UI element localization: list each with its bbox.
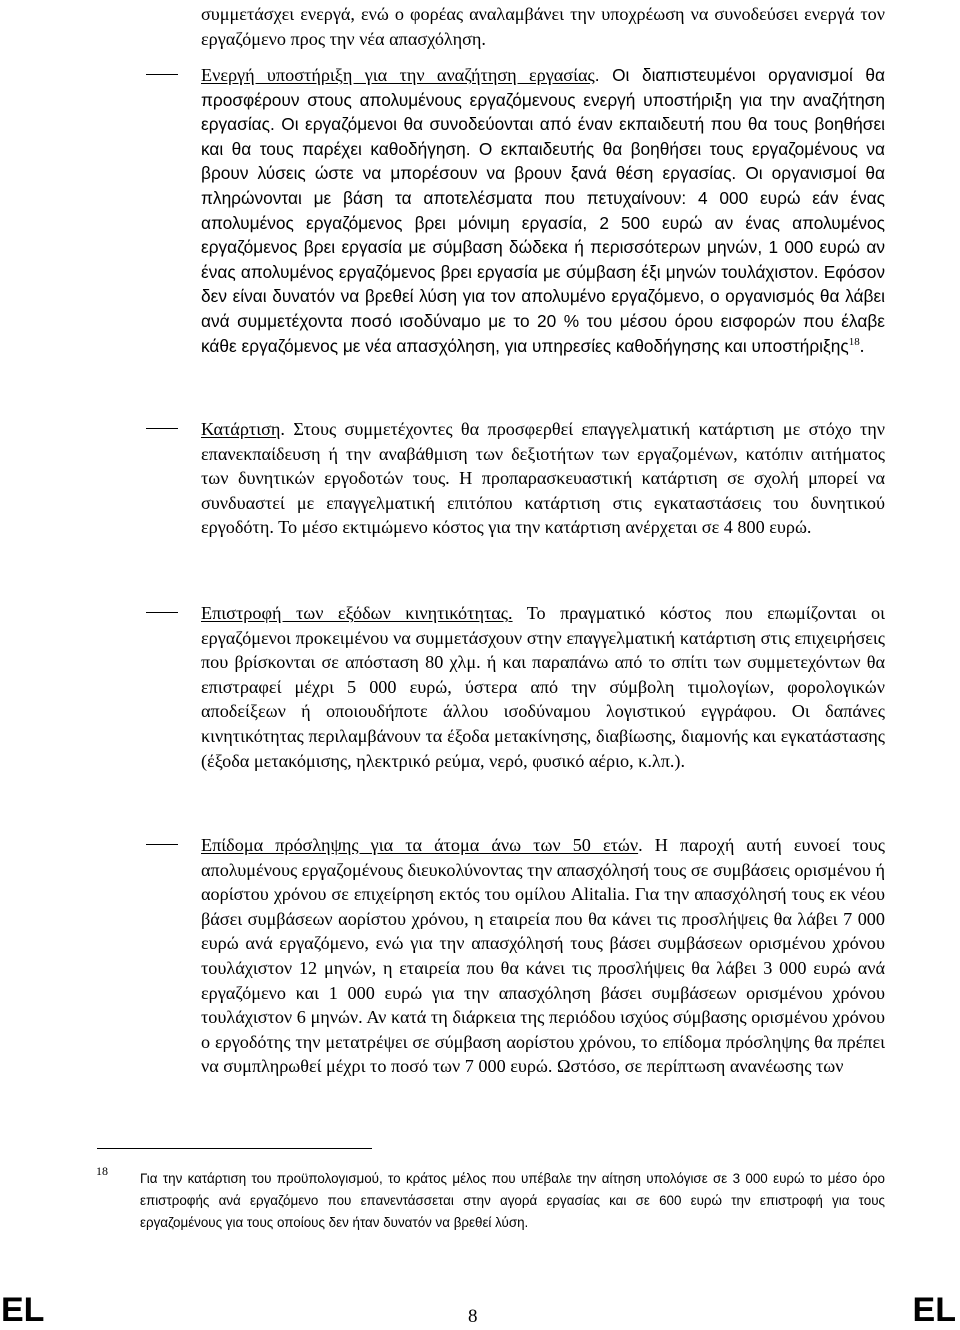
footnote-text: Για την κατάρτιση του προϋπολογισμού, το κράτος μέλος που υπέβαλε την αίτηση υπολόγισε σε 3 000 ευρώ το μέσο όρο επιστροφής ανά εργαζόμενο που επανεντάσσεται στην αγορά εργασίας και σε 600 ευρώ την επιστροφή για τους εργαζομένους για τους οποίους δεν ήταν δυνατόν να βρεθεί λύση. xyxy=(140,1171,885,1231)
paragraph-heading: Κατάρτιση xyxy=(201,419,281,439)
footer-language-right: EL xyxy=(912,1291,956,1329)
paragraph-job-search-support xyxy=(201,63,885,358)
paragraph-text: . Στους συμμετέχοντες θα προσφερθεί επαγγελματική κατάρτιση με στόχο την επανεκπαίδευση ή την αναβάθμιση των δεξιοτήτων των εργαζομένων, κατόπιν αιτήματος των δυνητικών εργοδοτών τους. Η προπαρασκευαστική κατάρτιση σε σχολή μπορεί να συνδυαστεί με επαγγελματική επιτόπου κατάρτιση στις εγκαταστάσεις του δυνητικού εργοδότη. Το μέσο εκτιμώμενο κόστος για την κατάρτιση ανέρχεται σε 4 800 ευρώ. xyxy=(201,419,885,538)
footer-language-left: EL xyxy=(1,1291,45,1329)
paragraph-heading: Επιστροφή των εξόδων κινητικότητας. xyxy=(201,603,513,623)
paragraph-text: συμμετάσχει ενεργά, ενώ ο φορέας αναλαμβάνει την υποχρέωση να συνοδεύσει ενεργά τον εργαζόμενο προς την νέα απασχόληση. xyxy=(201,4,885,49)
paragraph-heading: Ενεργή υποστήριξη για την αναζήτηση εργασίας xyxy=(201,65,595,85)
paragraph-end: . xyxy=(859,335,865,356)
list-dash xyxy=(146,74,178,75)
footnote-separator xyxy=(97,1148,372,1149)
paragraph-continuation xyxy=(201,2,885,51)
paragraph-text: Οι οργανισμοί θα πληρώνονται με βάση τα αποτελέσματα που πετυχαίνουν: 4 000 ευρώ εάν ένας απολυμένος εργαζόμενος βρει μόνιμη εργασία, 2 500 ευρώ αν ένας απολυμένος εργαζόμενος βρει εργασία με σύμβαση δώδεκα ή περισσότερων μηνών, 1 000 ευρώ αν ένας απολυμένος εργαζόμενος βρει εργασία με σύμβαση έξι μηνών τουλάχιστον. Εφόσον δεν είναι δυνατόν να βρεθεί λύση για τον απολυμένο εργαζόμενο, ο οργανισμός θα λάβει ανά συμμετέχοντα ποσό ισοδύναμο με το 20 % του μέσου όρου εισφορών που έλαβε κάθε εργαζόμενος με νέα απασχόληση, για υπηρεσίες καθοδήγησης και υποστήριξης xyxy=(201,163,885,356)
list-dash xyxy=(146,612,178,613)
paragraph-text: . Οι διαπιστευμένοι οργανισμοί θα προσφέρουν στους απολυμένους εργαζόμενους ενεργή υποστήριξη για την αναζήτηση εργασίας. Οι εργαζόμενοι θα συνοδεύονται από έναν εκπαιδευτή που θα τους βοηθήσει και θα τους παρέχει καθοδήγηση. Ο εκπαιδευτής θα βοηθήσει τους εργαζομένους να βρουν λύσεις ώστε να μπορέσουν να βρουν ξανά θέση εργασίας. xyxy=(201,65,885,184)
paragraph-training xyxy=(201,417,885,540)
footnote-reference[interactable]: 18 xyxy=(848,335,860,348)
paragraph-mobility-expenses xyxy=(201,601,885,773)
list-dash xyxy=(146,428,178,429)
page-number: 8 xyxy=(468,1306,478,1327)
paragraph-hiring-allowance xyxy=(201,833,885,1079)
paragraph-text: Το πραγματικό κόστος που επωμίζονται οι εργαζόμενοι προκειμένου να συμμετάσχουν στην επαγγελματική κατάρτιση στις επιχειρήσεις που βρίσκονται σε απόσταση 80 χλμ. ή και παραπάνω από το σπίτι των συμμετεχόντων θα επιστραφεί μέχρι 5 000 ευρώ, ύστερα από την σύμβολη τιμολογίων, φορολογικών αποδείξεων ή οποιουδήποτε άλλου ισοδύναμου λογιστικού εγγράφου. Οι δαπάνες κινητικότητας περιλαμβάνουν τα έξοδα μετακίνησης, διαβίωσης, διαμονής και εγκατάστασης (έξοδα μετακόμισης, ηλεκτρικό ρεύμα, νερό, φυσικό αέριο, κ.λπ.). xyxy=(201,603,885,771)
list-dash xyxy=(146,844,178,845)
footnote-mark: 18 xyxy=(96,1164,108,1178)
paragraph-text: . Η παροχή αυτή ευνοεί τους απολυμένους εργαζομένους διευκολύνοντας την απασχόλησή τους σε συμβάσεις ορισμένου ή αορίστου χρόνου σε επιχείρηση εκτός του ομίλου Alitalia. Για την απασχόλησή τους εκ νέου βάσει συμβάσεων αορίστου χρόνου, η εταιρεία που θα κάνει τις προσλήψεις θα λάβει 7 000 ευρώ ανά εργαζόμενο, ενώ για την απασχόλησή τους βάσει συμβάσεων ορισμένου χρόνου τουλάχιστον 12 μηνών, η εταιρεία που θα κάνει τις προσλήψεις θα λάβει 3 000 ευρώ ανά εργαζόμενο και 1 000 ευρώ για την απασχόληση βάσει συμβάσεων ορισμένου χρόνου τουλάχιστον 6 μηνών. Αν κατά τη διάρκεια της περιόδου ισχύος σύμβασης ορισμένου χρόνου ο εργοδότης την μετατρέψει σε σύμβαση αορίστου χρόνου, το επίδομα πρόσληψης θα πρέπει να συμπληρωθεί μέχρι το ποσό των 7 000 ευρώ. Ωστόσο, σε περίπτωση ανανέωσης των xyxy=(201,835,885,1077)
paragraph-heading: Επίδομα πρόσληψης για τα άτομα άνω των 50 ετών xyxy=(201,835,639,855)
